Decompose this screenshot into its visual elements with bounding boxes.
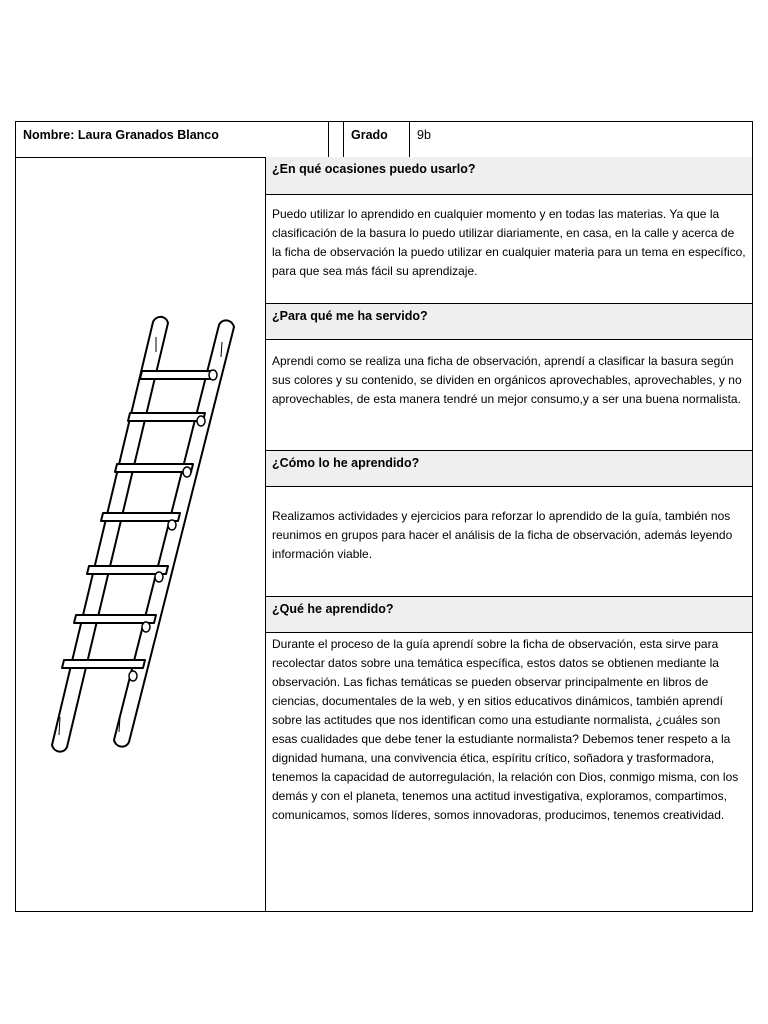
section-3-question: ¿Cómo lo he aprendido? [266,451,752,487]
text-column [266,157,752,911]
grade-value: 9b [417,128,431,142]
header-spacer-cell [329,122,344,157]
ladder-icon [16,157,265,912]
section-1-question: ¿En qué ocasiones puedo usarlo? [266,157,752,195]
section-3-answer: Realizamos actividades y ejercicios para reforzar lo aprendido de la guía, también nos reunimos en grupos para hacer el análisis de la ficha de observación, además leyendo información viable. [266,487,752,597]
section-4-answer: Durante el proceso de la guía aprendí sobre la ficha de observación, esta sirve para recolectar datos sobre una temática específica, estos datos se obtienen mediante la observación. Las fichas temáticas se pueden observar principalmente en libros de ciencias, documentales de la web, y en sitios educativos dinámicos, también aprendí sobre las actitudes que nos identifican como una estudiante normalista, ¿cuáles son esas cualidades que debe tener la estudiante normalista? Debemos tener respeto a la dignidad humana, una convivencia ética, espíritu crítico, soñadora y trasformadora, tenemos la capacidad de autorregulación, la relación con Dios, conmigo misma, con los demás y con el planeta, tenemos una actitud investigativa, exploramos, compartimos, comunicamos, somos líderes, somos innovadoras, producimos, tenemos creatividad. [272,637,739,822]
grade-label: Grado [344,122,410,157]
section-1-answer: Puedo utilizar lo aprendido en cualquier momento y en todas las materias. Ya que la clasificación de la basura lo puedo utilizar diariamente, en casa, en la calle y acerca de la ficha de observación la puedo utilizar en cualquier materia para un tema en específico, para que sea más fácil su aprendizaje. [266,195,752,304]
image-cell [16,157,266,911]
section-2-answer: Aprendi como se realiza una ficha de observación, aprendí a clasificar la basura según sus colores y su contenido, se dividen en orgánicos aprovechables, aprovechables, y no aprovechables, de esta manera tendré un mejor consumo,y a ser una buena normalista. [266,340,752,451]
content-table [15,157,753,912]
section-4-question: ¿Qué he aprendido? [266,597,752,633]
header-row [15,121,753,158]
section-2-question: ¿Para qué me ha servido? [266,304,752,340]
student-name: Nombre: Laura Granados Blanco [16,122,329,157]
